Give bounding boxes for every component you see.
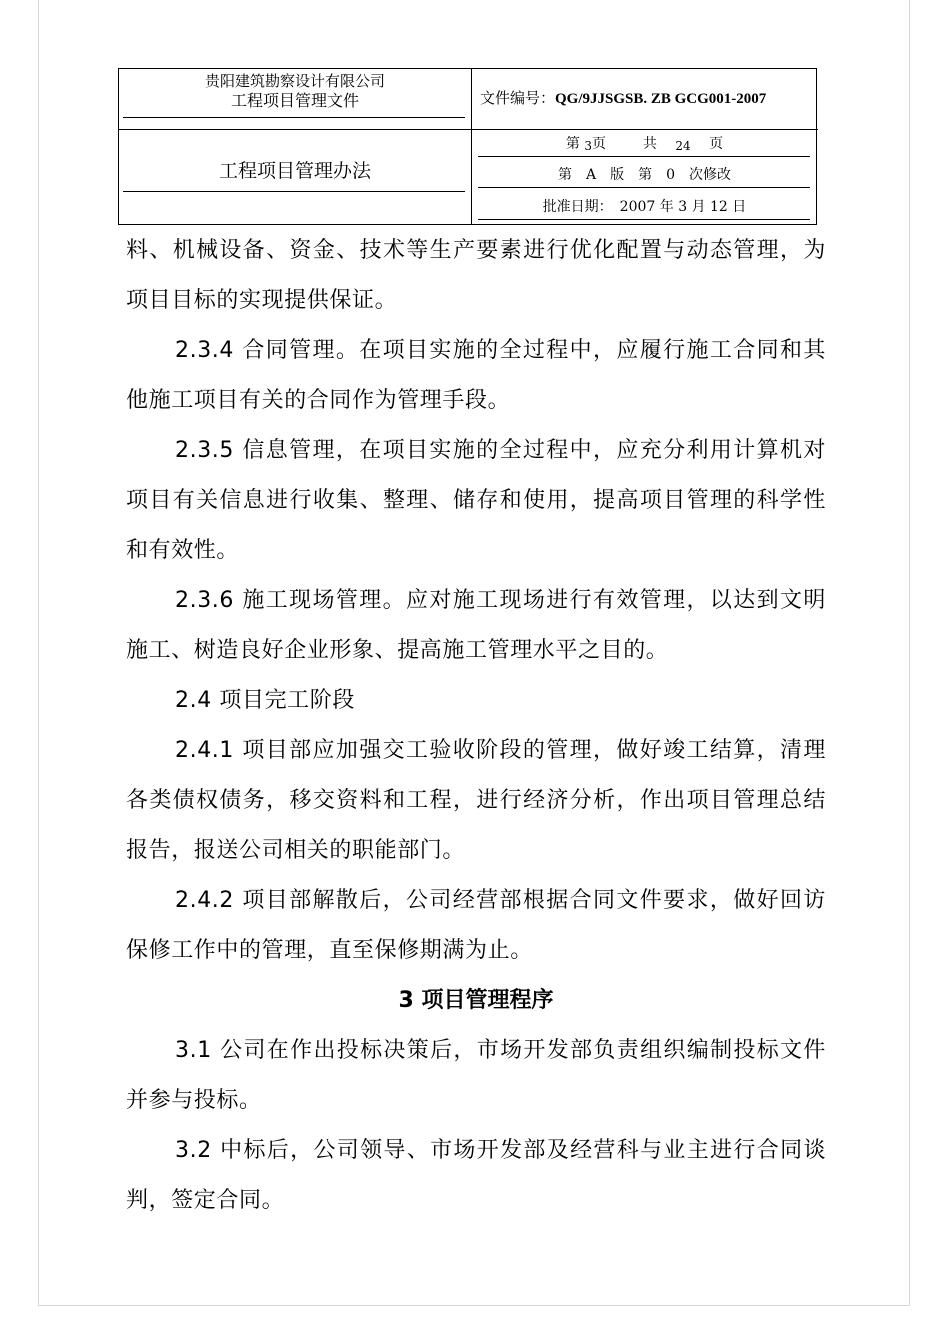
title-underline xyxy=(123,191,465,192)
doc-number-line xyxy=(480,88,766,109)
approval-row-underline xyxy=(478,219,810,220)
doc-number: QG/9JJSGSB. ZB GCG001-2007 xyxy=(555,91,767,107)
document-title: 工程项目管理办法 xyxy=(218,160,371,182)
paragraph-2-3-5: 2.3.5 信息管理，在项目实施的全过程中，应充分利用计算机对项目有关信息进行收集、整理、储存和使用，提高项目管理的科学性和有效性。 xyxy=(126,438,826,563)
page-row-underline xyxy=(478,156,810,157)
paragraph-2-3-4: 2.3.4 合同管理。在项目实施的全过程中，应履行施工合同和其他施工项目有关的合同作为管理手段。 xyxy=(126,338,826,413)
document-type: 工程项目管理文件 xyxy=(230,91,359,110)
edition-row: 第 A 版 第 0 次修改 xyxy=(557,167,732,183)
doc-number-label: 文件编号： xyxy=(480,89,556,107)
heading-2-4: 2.4 项目完工阶段 xyxy=(175,688,355,713)
document-header-table xyxy=(118,68,817,225)
document-body xyxy=(126,226,826,1226)
total-pages: 24 xyxy=(675,139,691,153)
section-title: 3 项目管理程序 xyxy=(398,988,554,1013)
company-underline xyxy=(123,117,465,118)
total-prefix: 共 xyxy=(642,136,657,152)
title-cell xyxy=(119,133,471,225)
paragraph-2-4-2: 2.4.2 项目部解散后，公司经营部根据合同文件要求，做好回访保修工作中的管理，直至保修期满为止。 xyxy=(126,888,826,963)
paragraph-2-3-6: 2.3.6 施工现场管理。应对施工现场进行有效管理，以达到文明施工、树造良好企业形象、提高施工管理水平之目的。 xyxy=(126,588,826,663)
approval-date-row: 批准日期： 2007 年 3 月 12 日 xyxy=(542,199,747,215)
page-count-row xyxy=(472,135,817,153)
edition-row-underline xyxy=(478,187,810,188)
company-cell xyxy=(119,69,471,129)
header-row-divider xyxy=(119,129,818,130)
paragraph-continuation: 料、机械设备、资金、技术等生产要素进行优化配置与动态管理，为项目目标的实现提供保证。 xyxy=(126,238,826,313)
total-suffix: 页 xyxy=(709,136,724,152)
page-prefix: 第 xyxy=(565,136,580,152)
page-suffix: 页 xyxy=(592,136,606,152)
paragraph-2-4-1: 2.4.1 项目部应加强交工验收阶段的管理，做好竣工结算，清理各类债权债务，移交资料和工程，进行经济分析，作出项目管理总结报告，报送公司相关的职能部门。 xyxy=(126,738,826,863)
paragraph-3-2: 3.2 中标后，公司领导、市场开发部及经营科与业主进行合同谈判，签定合同。 xyxy=(126,1138,826,1213)
doc-number-cell xyxy=(472,69,817,129)
page-number: 3 xyxy=(584,139,592,153)
paragraph-3-1: 3.1 公司在作出投标决策后，市场开发部负责组织编制投标文件并参与投标。 xyxy=(126,1038,826,1113)
company-name: 贵阳建筑勘察设计有限公司 xyxy=(204,72,385,90)
